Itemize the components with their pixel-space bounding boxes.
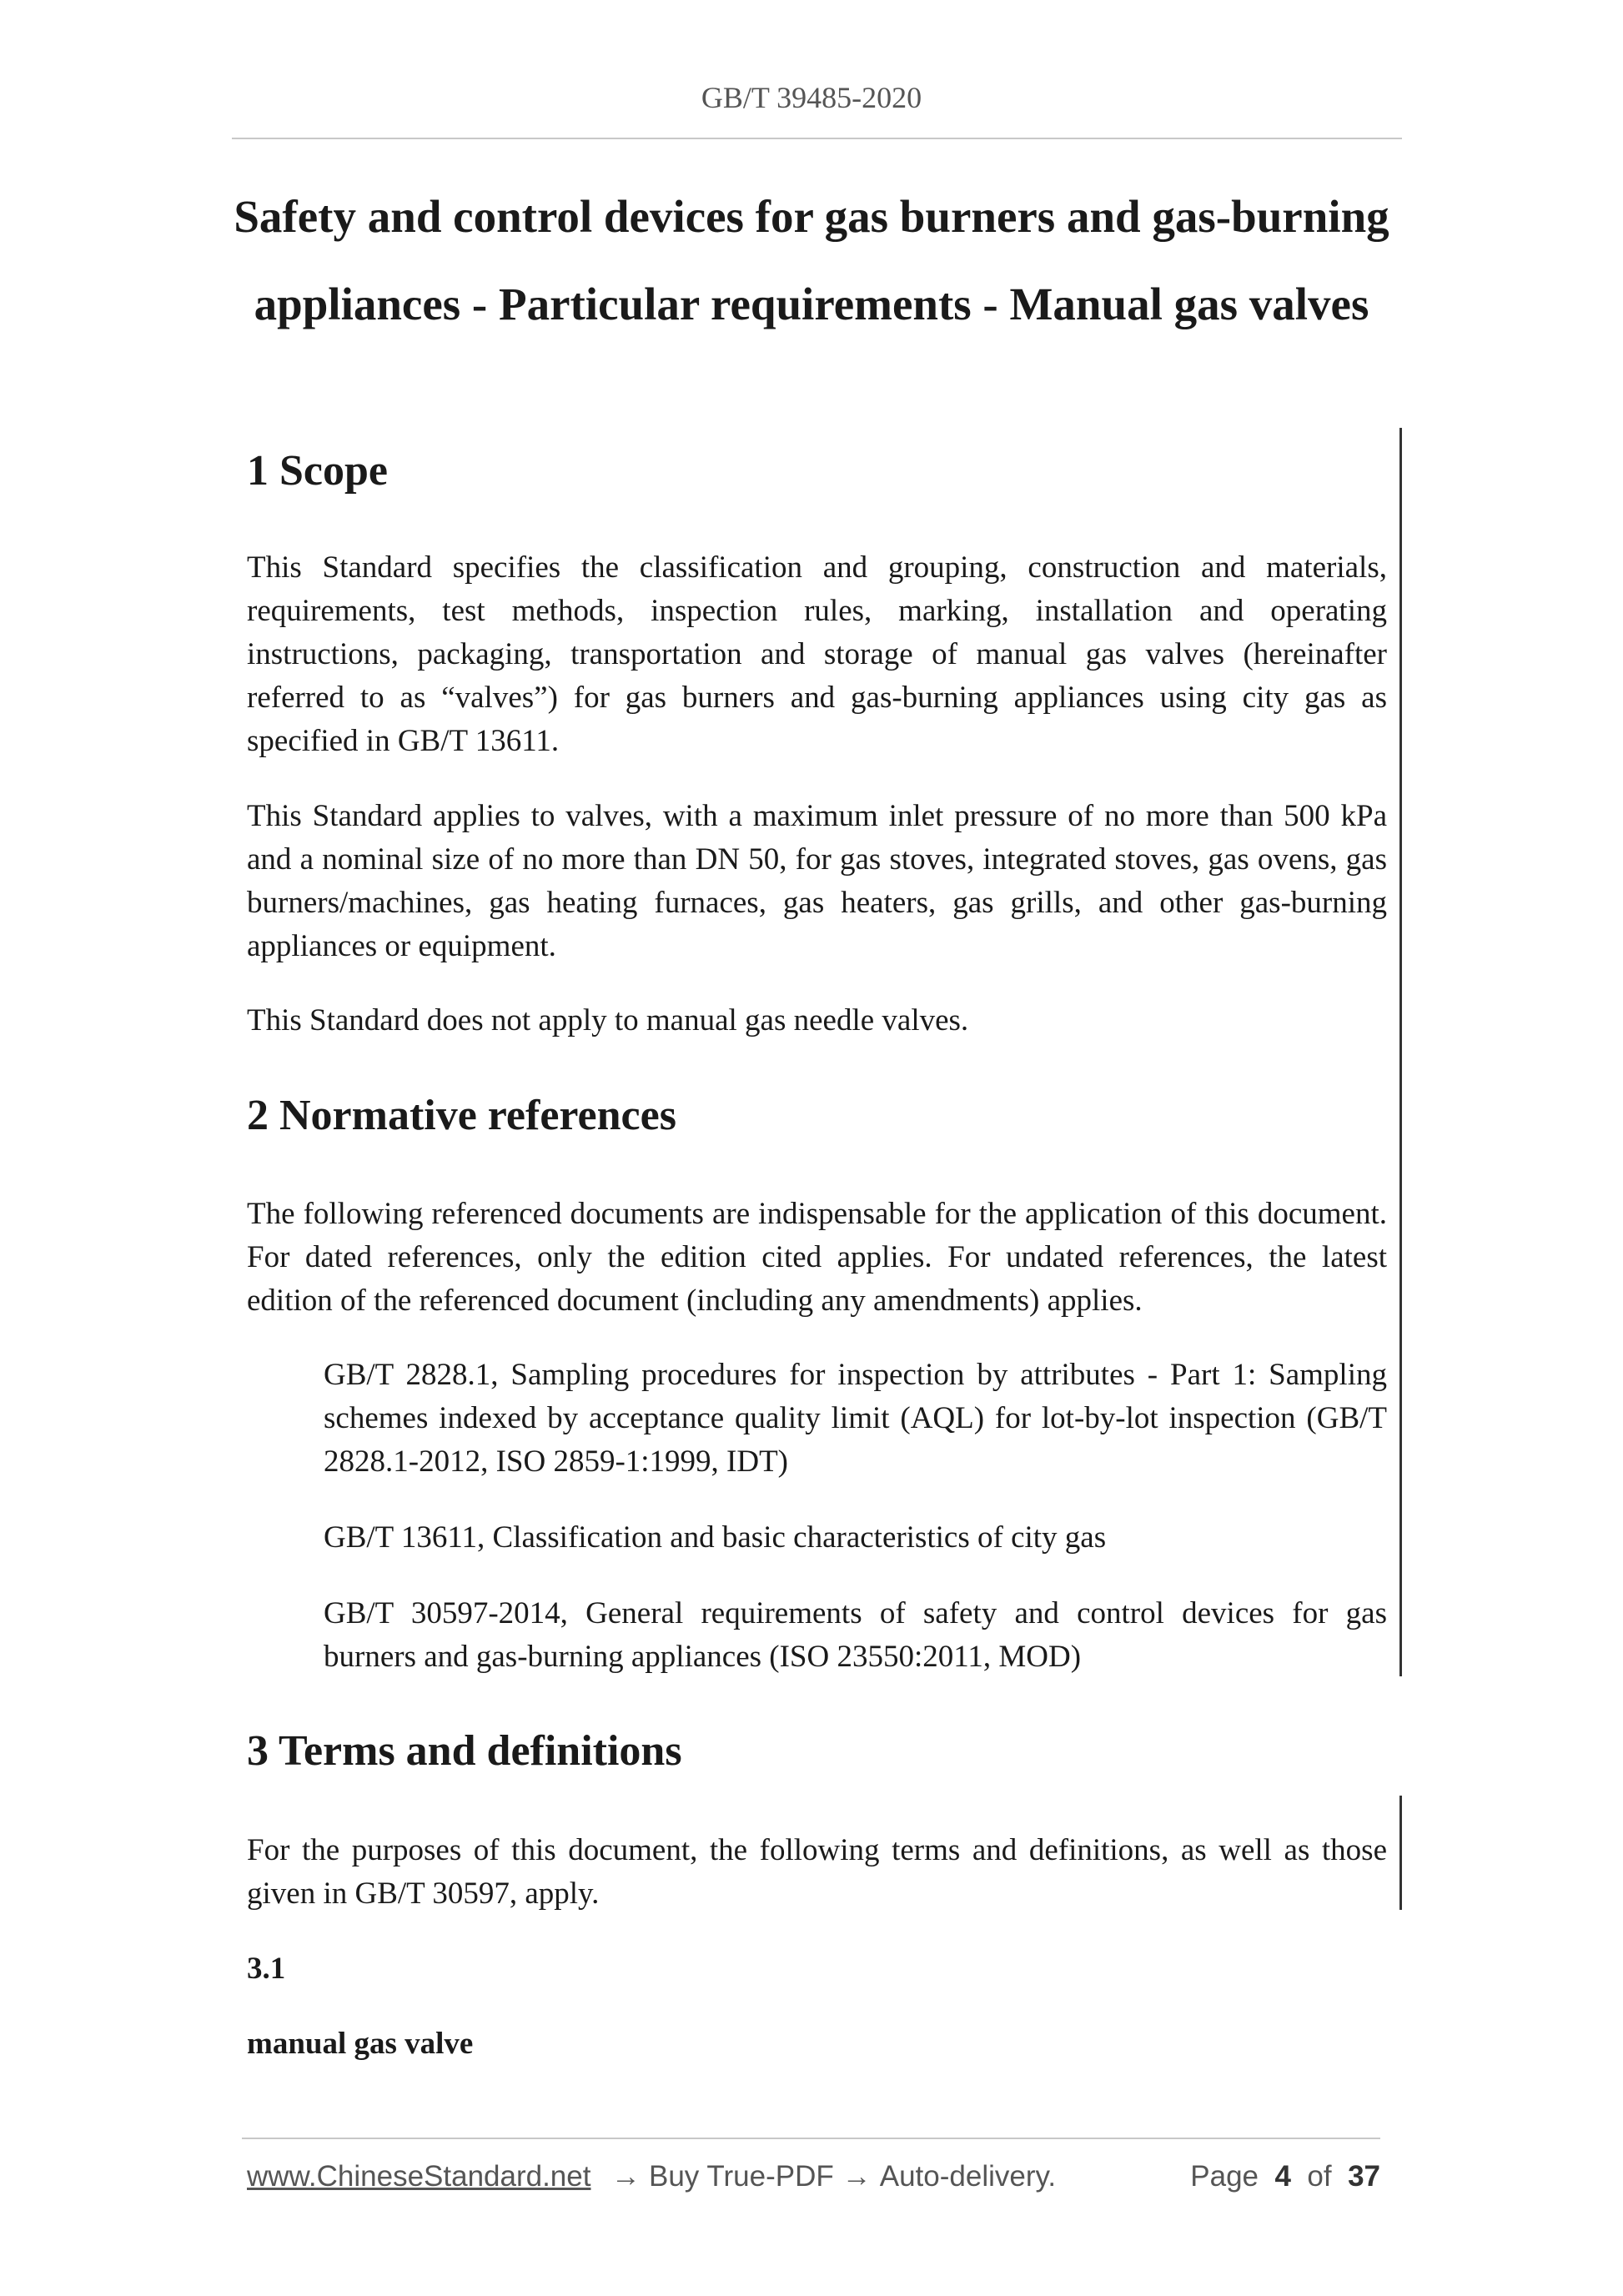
document-title-line-1: Safety and control devices for gas burners and gas-burning [234, 191, 1389, 242]
header-divider [232, 138, 1402, 139]
reference-item: GB/T 30597-2014, General requirements of safety and control devices for gas burners and gas-burning appliances (ISO 23550:2011, MOD) [324, 1596, 1387, 1674]
footer-promo [603, 2160, 1056, 2193]
footer-divider [242, 2138, 1380, 2139]
page-word: Page [1190, 2160, 1259, 2193]
promo-buy-text: Buy True-PDF [649, 2160, 834, 2193]
promo-delivery-text: Auto-delivery. [879, 2160, 1057, 2193]
scope-paragraph-1: This Standard specifies the classification and grouping, construction and materials, requirements, test methods, inspection rules, marking, installation and operating instructions, packaging, transportation and storage of manual gas valves (hereinafter referred to as “valves”) for gas burners and gas-burning appliances using city gas as specified in GB/T 13611. [247, 550, 1387, 758]
section-heading-terms-definitions: 3 Terms and definitions [247, 1727, 682, 1775]
revision-margin-bar [1399, 428, 1402, 1676]
scope-paragraph-3: This Standard does not apply to manual gas needle valves. [247, 1003, 969, 1037]
current-page-number: 4 [1274, 2160, 1291, 2193]
arrow-right-icon: → [842, 2160, 872, 2193]
website-link[interactable]: www.ChineseStandard.net [247, 2160, 591, 2193]
term-name: manual gas valve [247, 2027, 474, 2061]
reference-item: GB/T 2828.1, Sampling procedures for inspection by attributes - Part 1: Sampling schemes indexed by acceptance quality limit (AQL) for lot-by-lot inspection (GB/T 2828.1-2012, ISO 2859-1:1999, IDT) [324, 1358, 1387, 1479]
reference-item: GB/T 13611, Classification and basic characteristics of city gas [324, 1520, 1107, 1555]
header-document-code: GB/T 39485-2020 [701, 81, 922, 114]
of-word: of [1307, 2160, 1332, 2193]
scope-paragraph-2: This Standard applies to valves, with a maximum inlet pressure of no more than 500 kPa and a nominal size of no more than DN 50, for gas stoves, integrated stoves, gas ovens, gas burners/machines, gas heating furnaces, gas heaters, gas grills, and other gas-burning appliances or equipment. [247, 799, 1387, 963]
page-indicator [1190, 2160, 1380, 2193]
terms-intro-paragraph: For the purposes of this document, the following terms and definitions, as well as those given in GB/T 30597, apply. [247, 1833, 1387, 1911]
section-heading-scope: 1 Scope [247, 447, 388, 495]
normative-intro-paragraph: The following referenced documents are indispensable for the application of this document. For dated references, only the edition cited applies. For undated references, the latest edition of the referenced document (including any amendments) applies. [247, 1197, 1387, 1318]
total-page-count: 37 [1348, 2160, 1380, 2193]
page-footer [247, 2160, 1380, 2202]
section-heading-normative-references: 2 Normative references [247, 1092, 676, 1139]
arrow-right-icon: → [611, 2160, 641, 2193]
revision-margin-bar-2 [1399, 1796, 1402, 1910]
document-title-line-2: appliances - Particular requirements - Manual gas valves [254, 279, 1369, 329]
clause-number: 3.1 [247, 1952, 286, 1986]
